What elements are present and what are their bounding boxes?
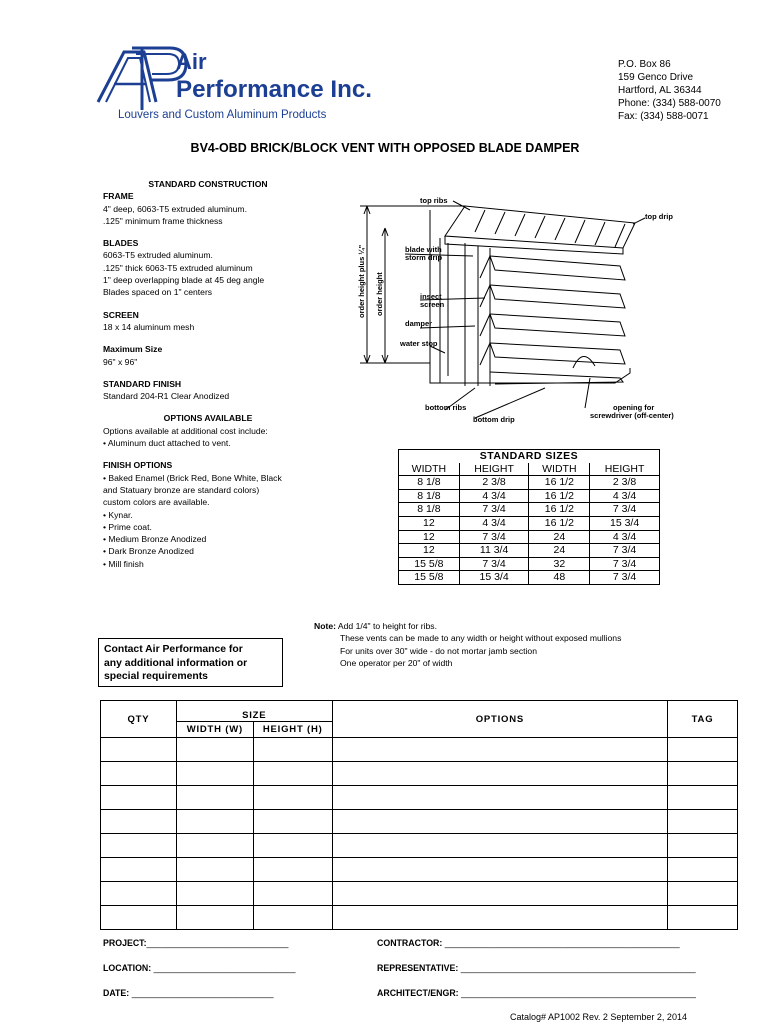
- order-cell[interactable]: [101, 858, 177, 882]
- sizes-cell: 8 1/8: [399, 476, 460, 490]
- sizes-caption: STANDARD SIZES: [399, 450, 660, 463]
- max-size-heading: Maximum Size: [103, 344, 163, 355]
- options-heading: OPTIONS AVAILABLE: [163, 413, 253, 424]
- sizes-cell: 16 1/2: [529, 476, 590, 490]
- order-body: [101, 738, 738, 930]
- order-cell[interactable]: [332, 762, 667, 786]
- sizes-row: [399, 476, 660, 490]
- order-row: [101, 882, 738, 906]
- sizes-cell: 11 3/4: [459, 544, 529, 558]
- order-row: [101, 810, 738, 834]
- standard-sizes-table: [398, 449, 660, 585]
- max-size-line: 96" x 96": [103, 356, 138, 367]
- project-field[interactable]: [103, 938, 288, 948]
- order-cell[interactable]: [668, 786, 738, 810]
- order-cell[interactable]: [176, 762, 253, 786]
- date-field[interactable]: [103, 988, 274, 998]
- order-cell[interactable]: [668, 810, 738, 834]
- finish-option: • Mill finish: [103, 558, 144, 569]
- order-cell[interactable]: [332, 882, 667, 906]
- sizes-cell: 12: [399, 544, 460, 558]
- blades-line: .125" thick 6063-T5 extruded aluminum: [103, 262, 253, 273]
- options-line: • Aluminum duct attached to vent.: [103, 438, 231, 449]
- sizes-cell: 7 3/4: [590, 571, 660, 585]
- order-row: [101, 906, 738, 930]
- order-cell[interactable]: [253, 786, 332, 810]
- representative-field[interactable]: [377, 963, 696, 973]
- order-cell[interactable]: [668, 858, 738, 882]
- date-blank[interactable]: _____________________________: [131, 988, 274, 998]
- order-cell[interactable]: [253, 858, 332, 882]
- architect-field[interactable]: [377, 988, 696, 998]
- order-cell[interactable]: [668, 738, 738, 762]
- diagram-label: water stop: [400, 339, 438, 348]
- company-address: [618, 58, 721, 123]
- note-label: Note:: [314, 621, 336, 631]
- diagram-label: damper: [405, 319, 433, 328]
- diagram-label: blade with storm drip: [405, 245, 443, 262]
- order-cell[interactable]: [332, 786, 667, 810]
- options-header: OPTIONS: [332, 701, 667, 738]
- order-cell[interactable]: [176, 810, 253, 834]
- screen-line: 18 x 14 aluminum mesh: [103, 321, 195, 332]
- contact-line: Contact Air Performance for: [104, 644, 243, 655]
- representative-blank[interactable]: ________________________________________________: [460, 963, 696, 973]
- note-line: Add 1/4" to height for ribs.: [337, 621, 437, 631]
- diagram-dimension: order height plus ¼": [357, 244, 366, 318]
- sizes-cell: 15 5/8: [399, 571, 460, 585]
- finish-options-heading: FINISH OPTIONS: [103, 460, 173, 471]
- contractor-label: CONTRACTOR:: [377, 938, 443, 948]
- contact-line: any additional information or: [104, 657, 248, 669]
- blades-line: Blades spaced on 1" centers: [103, 287, 213, 298]
- order-cell[interactable]: [101, 906, 177, 930]
- order-cell[interactable]: [176, 906, 253, 930]
- blades-line: 6063-T5 extruded aluminum.: [103, 250, 213, 261]
- sizes-cell: 8 1/8: [399, 503, 460, 517]
- sizes-cell: 24: [529, 544, 590, 558]
- sizes-row: [399, 557, 660, 571]
- date-label: DATE:: [103, 988, 130, 998]
- sizes-cell: 8 1/8: [399, 489, 460, 503]
- location-label: LOCATION:: [103, 963, 152, 973]
- sizes-body: [399, 476, 660, 585]
- contact-box: [98, 638, 283, 687]
- order-cell[interactable]: [176, 834, 253, 858]
- order-cell[interactable]: [332, 858, 667, 882]
- finish-option: • Kynar.: [103, 509, 133, 520]
- finish-option: • Prime coat.: [103, 521, 152, 532]
- sizes-cell: 12: [399, 530, 460, 544]
- order-cell[interactable]: [253, 810, 332, 834]
- sizes-cell: 4 3/4: [459, 516, 529, 530]
- sizes-header: HEIGHT: [590, 463, 660, 476]
- address-line: Hartford, AL 36344: [618, 85, 702, 96]
- order-cell[interactable]: [176, 858, 253, 882]
- blades-line: 1" deep overlapping blade at 45 deg angle: [103, 275, 265, 286]
- sizes-cell: 7 3/4: [590, 544, 660, 558]
- logo-tagline: Louvers and Custom Aluminum Products: [118, 109, 327, 121]
- diagram-label: insect screen: [420, 292, 445, 309]
- order-cell[interactable]: [332, 906, 667, 930]
- contact-line: special requirements: [104, 671, 208, 682]
- qty-header: QTY: [101, 701, 177, 738]
- representative-label: REPRESENTATIVE:: [377, 963, 459, 973]
- logo-name-2: Performance Inc.: [176, 76, 372, 103]
- sizes-cell: 16 1/2: [529, 489, 590, 503]
- note-line: One operator per 20" of width: [340, 657, 453, 668]
- sizes-cell: 7 3/4: [590, 503, 660, 517]
- page-title: BV4-OBD BRICK/BLOCK VENT WITH OPPOSED BLADE DAMPER: [190, 141, 580, 155]
- logo-name-1: Air: [176, 49, 207, 74]
- vent-diagram: [345, 188, 680, 428]
- sizes-cell: 7 3/4: [459, 503, 529, 517]
- order-row: [101, 834, 738, 858]
- blades-heading: BLADES: [103, 238, 139, 249]
- diagram-label: top ribs: [420, 196, 448, 205]
- standard-construction-heading: STANDARD CONSTRUCTION: [148, 179, 268, 189]
- order-cell[interactable]: [332, 738, 667, 762]
- address-phone: Phone: (334) 588-0070: [618, 98, 721, 109]
- sizes-row: [399, 489, 660, 503]
- order-cell[interactable]: [253, 882, 332, 906]
- sizes-row: [399, 516, 660, 530]
- finish-line: Standard 204-R1 Clear Anodized: [103, 391, 230, 402]
- order-cell[interactable]: [668, 882, 738, 906]
- order-row: [101, 786, 738, 810]
- architect-label: ARCHITECT/ENGR:: [377, 988, 459, 998]
- finish-heading: STANDARD FINISH: [103, 378, 182, 389]
- sizes-cell: 4 3/4: [590, 489, 660, 503]
- finish-option: • Dark Bronze Anodized: [103, 546, 194, 557]
- sizes-cell: 32: [529, 557, 590, 571]
- sizes-row: [399, 503, 660, 517]
- location-field[interactable]: [103, 963, 296, 973]
- height-header: HEIGHT (H): [253, 721, 332, 737]
- sizes-cell: 7 3/4: [459, 557, 529, 571]
- order-cell[interactable]: [332, 834, 667, 858]
- note-line: These vents can be made to any width or height without exposed mullions: [340, 633, 622, 644]
- diagram-dimension: order height: [375, 272, 384, 316]
- location-blank[interactable]: _____________________________: [153, 963, 296, 973]
- sizes-cell: 2 3/8: [459, 476, 529, 490]
- order-cell[interactable]: [668, 834, 738, 858]
- options-line: Options available at additional cost include:: [103, 425, 268, 436]
- finish-option: • Medium Bronze Anodized: [103, 534, 207, 545]
- sizes-cell: 48: [529, 571, 590, 585]
- order-cell[interactable]: [332, 810, 667, 834]
- address-fax: Fax: (334) 588-0071: [618, 111, 709, 122]
- sizes-cell: 4 3/4: [590, 530, 660, 544]
- order-cell[interactable]: [176, 738, 253, 762]
- order-cell[interactable]: [101, 762, 177, 786]
- order-cell[interactable]: [101, 810, 177, 834]
- sizes-cell: 15 3/4: [459, 571, 529, 585]
- contractor-field[interactable]: [377, 938, 680, 948]
- sizes-cell: 7 3/4: [590, 557, 660, 571]
- frame-heading: FRAME: [103, 191, 134, 202]
- order-row: [101, 738, 738, 762]
- order-cell[interactable]: [253, 738, 332, 762]
- diagram-label: bottom ribs: [425, 403, 467, 412]
- note-line: For units over 30" wide - do not mortar jamb section: [340, 645, 537, 656]
- diagram-label: top drip: [645, 212, 673, 221]
- note: [314, 620, 621, 669]
- diagram-label: opening for screwdriver (off-center): [590, 403, 674, 420]
- finish-option: and Statuary bronze are standard colors): [103, 484, 260, 495]
- sizes-cell: 24: [529, 530, 590, 544]
- frame-line: 4" deep, 6063-T5 extruded aluminum.: [103, 203, 247, 214]
- order-table: [100, 700, 738, 930]
- project-blank[interactable]: _____________________________: [146, 938, 289, 948]
- tag-header: TAG: [668, 701, 738, 738]
- address-line: 159 Genco Drive: [618, 72, 694, 83]
- address-line: P.O. Box 86: [618, 59, 671, 70]
- architect-blank[interactable]: ________________________________________________: [461, 988, 696, 998]
- sizes-header: WIDTH: [399, 463, 460, 476]
- order-row: [101, 762, 738, 786]
- finish-option: • Baked Enamel (Brick Red, Bone White, Black: [103, 472, 282, 483]
- order-cell[interactable]: [253, 906, 332, 930]
- sizes-cell: 12: [399, 516, 460, 530]
- project-label: PROJECT:: [103, 938, 147, 948]
- order-cell[interactable]: [101, 786, 177, 810]
- order-cell[interactable]: [101, 834, 177, 858]
- sizes-cell: 7 3/4: [459, 530, 529, 544]
- order-cell[interactable]: [101, 882, 177, 906]
- sizes-header: HEIGHT: [459, 463, 529, 476]
- order-cell[interactable]: [253, 762, 332, 786]
- sizes-cell: 15 3/4: [590, 516, 660, 530]
- catalog-number: Catalog# AP1002 Rev. 2 September 2, 2014: [510, 1012, 687, 1022]
- width-header: WIDTH (W): [176, 721, 253, 737]
- diagram-label: bottom drip: [473, 415, 515, 424]
- order-cell[interactable]: [253, 834, 332, 858]
- order-cell[interactable]: [668, 906, 738, 930]
- size-header: SIZE: [176, 701, 332, 722]
- contractor-blank[interactable]: ________________________________________________: [444, 938, 680, 948]
- sizes-row: [399, 571, 660, 585]
- order-cell[interactable]: [668, 762, 738, 786]
- sizes-cell: 2 3/8: [590, 476, 660, 490]
- order-cell[interactable]: [176, 786, 253, 810]
- sizes-cell: 16 1/2: [529, 516, 590, 530]
- frame-line: .125" minimum frame thickness: [103, 215, 223, 226]
- order-cell[interactable]: [176, 882, 253, 906]
- sizes-cell: 15 5/8: [399, 557, 460, 571]
- sizes-cell: 16 1/2: [529, 503, 590, 517]
- sizes-row: [399, 544, 660, 558]
- sizes-row: [399, 530, 660, 544]
- order-row: [101, 858, 738, 882]
- finish-option: custom colors are available.: [103, 497, 210, 508]
- sizes-cell: 4 3/4: [459, 489, 529, 503]
- screen-heading: SCREEN: [103, 309, 139, 320]
- sizes-header: WIDTH: [529, 463, 590, 476]
- order-cell[interactable]: [101, 738, 177, 762]
